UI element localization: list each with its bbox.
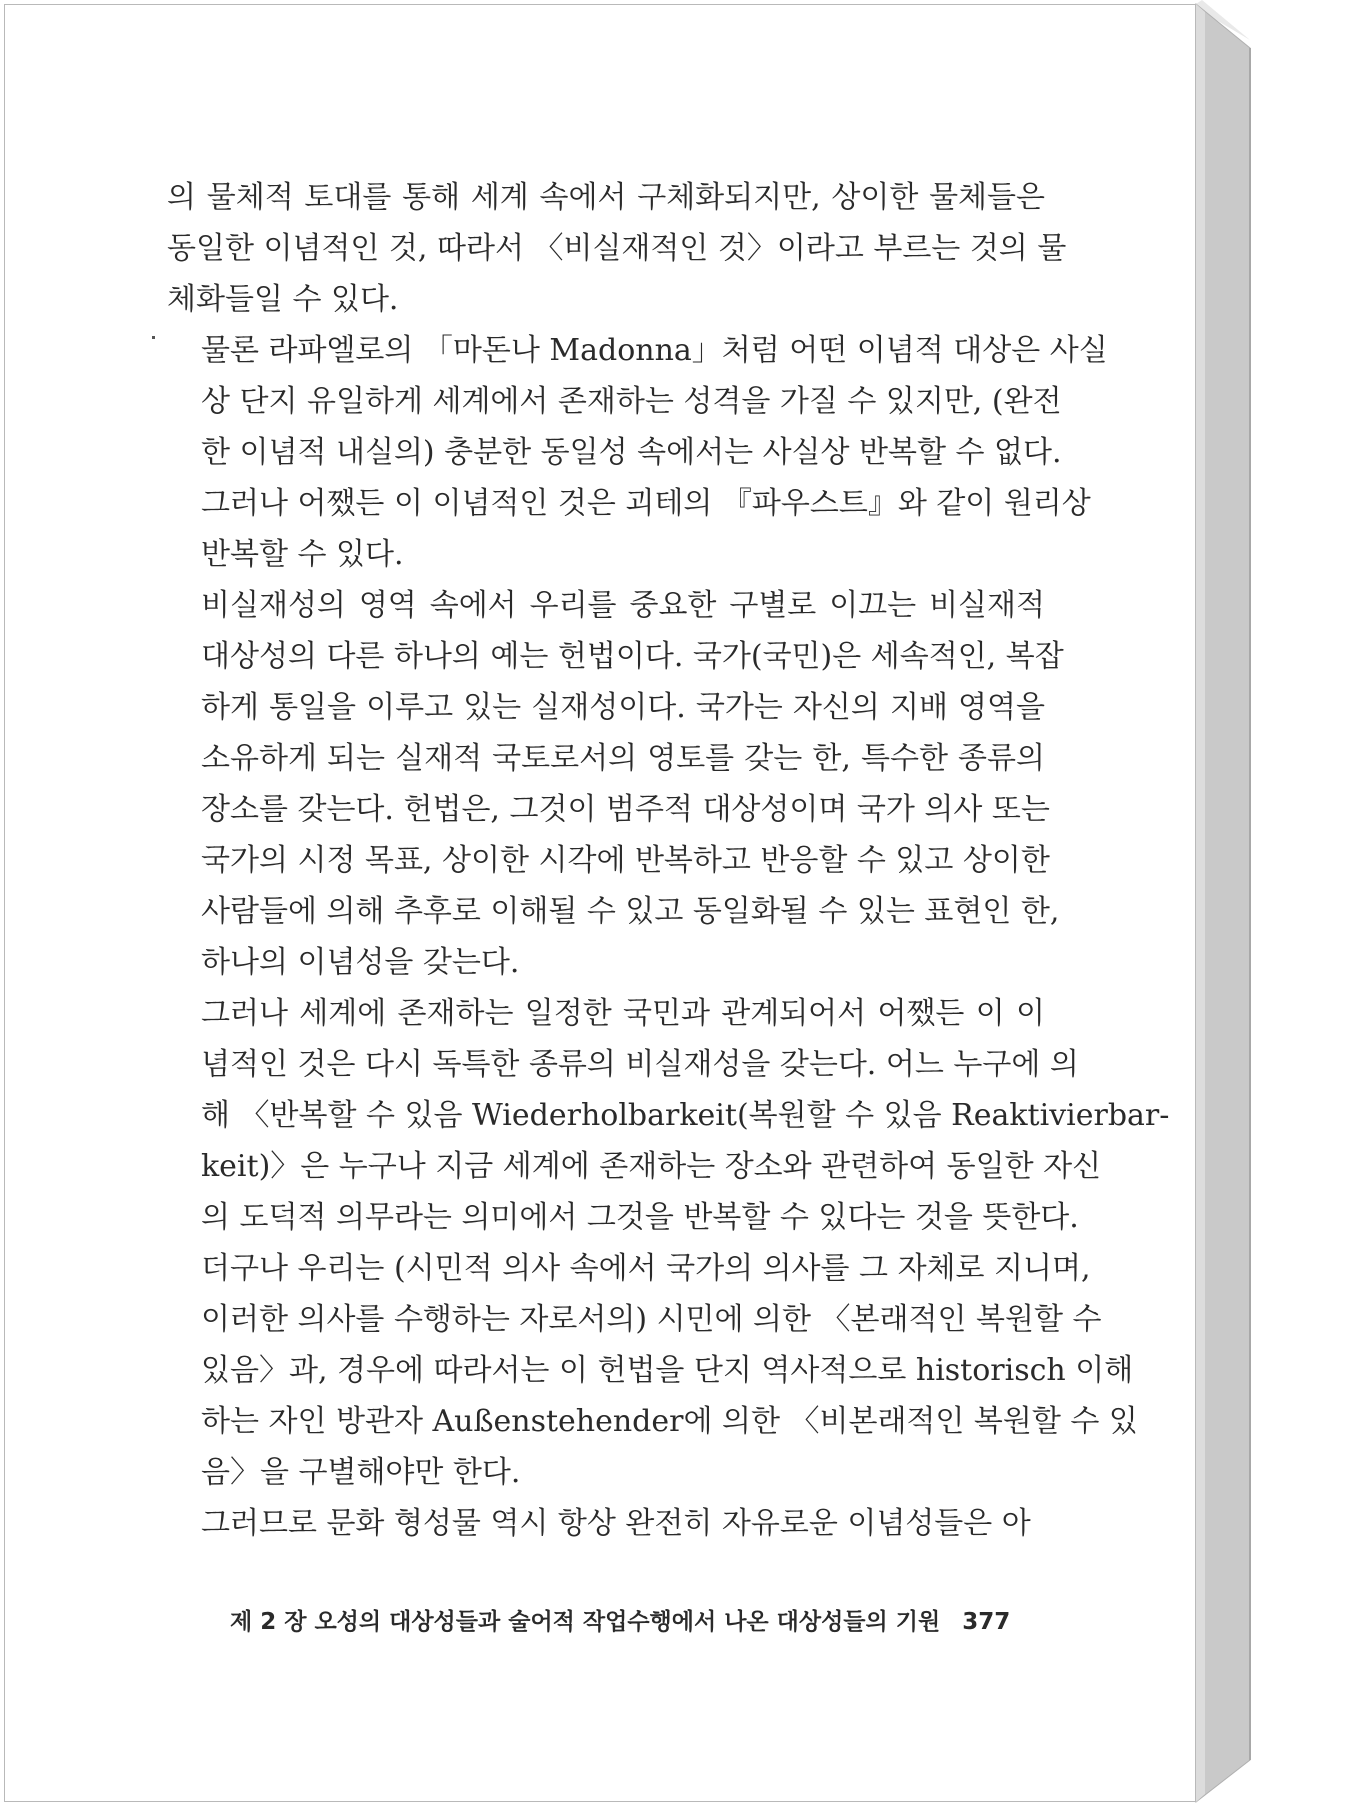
text-line: 사람들에 의해 추후로 이해될 수 있고 동일화될 수 있는 표현인 한, xyxy=(201,894,1060,929)
text-line: 대상성의 다른 하나의 예는 헌법이다. 국가(국민)은 세속적인, 복잡 xyxy=(201,639,1064,674)
text-line: 있음〉과, 경우에 따라서는 이 헌법을 단지 역사적으로 historisch 이해 xyxy=(201,1353,1134,1388)
text-line: 그러나 세계에 존재하는 일정한 국민과 관계되어서 어쨌든 이 이 xyxy=(201,996,1045,1031)
paragraph xyxy=(167,325,1108,580)
text-line: 체화들일 수 있다. xyxy=(167,282,399,317)
text-line: 하는 자인 방관자 Außenstehender에 의한 〈비본래적인 복원할 수 있 xyxy=(201,1404,1138,1439)
text-line: 해 〈반복할 수 있음 Wiederholbarkeit(복원할 수 있음 Reaktivierbar- xyxy=(201,1098,1170,1133)
text-line: 국가의 시정 목표, 상이한 시각에 반복하고 반응할 수 있고 상이한 xyxy=(201,843,1050,878)
book-edge xyxy=(1196,0,1345,1806)
text-line: 장소를 갖는다. 헌법은, 그것이 범주적 대상성이며 국가 의사 또는 xyxy=(201,792,1050,827)
ink-speck xyxy=(152,336,155,339)
text-line: 그러나 어쨌든 이 이념적인 것은 괴테의 『파우스트』와 같이 원리상 xyxy=(201,486,1091,521)
text-line: 물론 라파엘로의 「마돈나 Madonna」처럼 어떤 이념적 대상은 사실 xyxy=(201,333,1108,368)
text-line: 더구나 우리는 (시민적 의사 속에서 국가의 의사를 그 자체로 지니며, xyxy=(201,1251,1091,1286)
paragraph xyxy=(167,1498,1045,1549)
text-line: 비실재성의 영역 속에서 우리를 중요한 구별로 이끄는 비실재적 xyxy=(201,588,1045,623)
text-line: 의 도덕적 의무라는 의미에서 그것을 반복할 수 있다는 것을 뜻한다. xyxy=(201,1200,1079,1235)
text-line: 의 물체적 토대를 통해 세계 속에서 구체화되지만, 상이한 물체들은 xyxy=(167,180,1045,215)
text-line: 반복할 수 있다. xyxy=(201,537,404,572)
paragraph xyxy=(167,172,1067,325)
text-line: 념적인 것은 다시 독특한 종류의 비실재성을 갖는다. 어느 누구에 의 xyxy=(201,1047,1079,1082)
text-line: 하나의 이념성을 갖는다. xyxy=(201,945,520,980)
text-line: 이러한 의사를 수행하는 자로서의) 시민에 의한 〈본래적인 복원할 수 xyxy=(201,1302,1102,1337)
text-line: 동일한 이념적인 것, 따라서 〈비실재적인 것〉이라고 부르는 것의 물 xyxy=(167,231,1067,266)
text-line: 음〉을 구별해야만 한다. xyxy=(201,1455,521,1490)
text-line: 소유하게 되는 실재적 국토로서의 영토를 갖는 한, 특수한 종류의 xyxy=(201,741,1045,776)
chapter-title: 제 2 장 오성의 대상성들과 술어적 작업수행에서 나온 대상성들의 기원 xyxy=(230,1609,941,1635)
text-line: 한 이념적 내실의) 충분한 동일성 속에서는 사실상 반복할 수 없다. xyxy=(201,435,1062,470)
body-text xyxy=(167,172,1170,1549)
text-line: 그러므로 문화 형성물 역시 항상 완전히 자유로운 이념성들은 아 xyxy=(201,1506,1031,1541)
page-number: 377 xyxy=(962,1609,1011,1635)
paragraph xyxy=(167,580,1064,988)
text-line: 상 단지 유일하게 세계에서 존재하는 성격을 가질 수 있지만, (완전 xyxy=(201,384,1062,419)
paragraph xyxy=(167,988,1170,1498)
text-line: 하게 통일을 이루고 있는 실재성이다. 국가는 자신의 지배 영역을 xyxy=(201,690,1045,725)
text-line: keit)〉은 누구나 지금 세계에 존재하는 장소와 관련하여 동일한 자신 xyxy=(201,1149,1102,1184)
running-footer xyxy=(230,1603,1030,1636)
